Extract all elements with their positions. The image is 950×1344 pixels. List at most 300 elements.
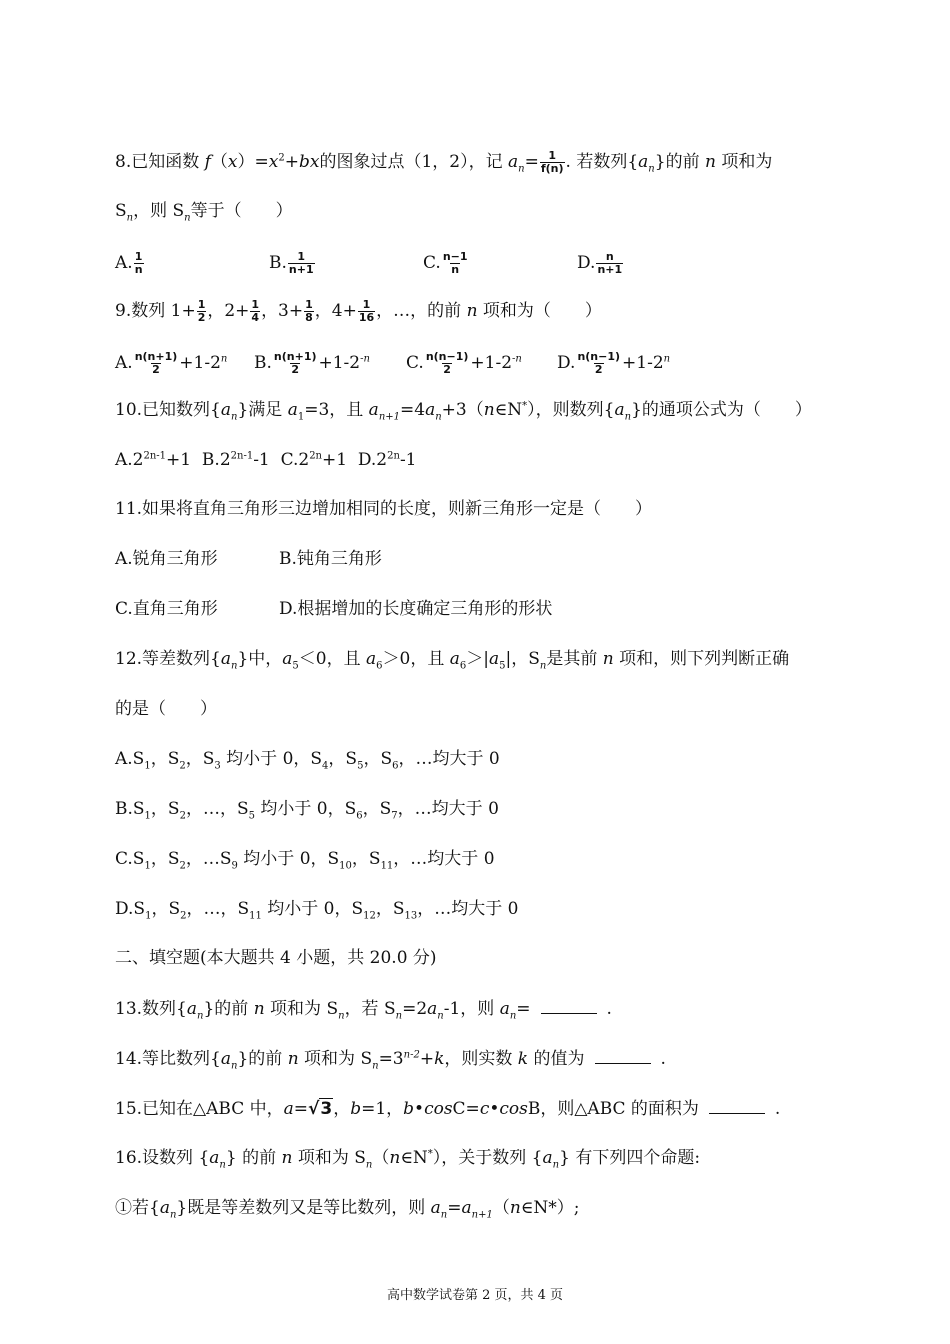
option-fraction <box>576 351 621 376</box>
option-label: C. <box>423 253 441 273</box>
q16-var: a <box>209 1148 220 1168</box>
opt-part: ，S <box>150 749 180 769</box>
q11-option-d: D.根据增加的长度确定三角形的形状 <box>279 599 553 619</box>
q10-option-d <box>358 450 417 470</box>
option-label: B.2 <box>201 450 231 470</box>
option-tail: +1-2 <box>470 353 513 373</box>
q11-option-b: B.钝角三角形 <box>279 549 382 569</box>
q8-line1 <box>115 150 890 175</box>
q10-text: =4 <box>400 400 426 420</box>
q12-sub: n <box>539 660 547 672</box>
q8-text: = <box>524 152 539 172</box>
q8-text: ）= <box>237 152 269 172</box>
opt-part: D.S <box>115 899 146 919</box>
q13-text: -1，则 <box>443 999 500 1019</box>
q12-var: a <box>366 649 377 669</box>
q11-options-cd <box>115 598 890 620</box>
q14-sup: n-2 <box>403 1049 420 1061</box>
q9-fraction <box>304 299 314 324</box>
q14-var: n <box>287 1049 299 1069</box>
q15-text: C= <box>452 1099 480 1119</box>
q12-sub: 6 <box>459 660 467 672</box>
q16-var: a <box>159 1198 170 1218</box>
frac-den: n+1 <box>597 263 623 276</box>
q12-var: a <box>489 649 500 669</box>
q11-option-c: C.直角三角形 <box>115 599 218 619</box>
q8-var: n <box>704 152 716 172</box>
q12-text: 是其前 <box>546 649 603 669</box>
opt-part: ，S <box>351 849 381 869</box>
q13-sub: n <box>395 1010 403 1022</box>
q9-text: 项和为（ ） <box>477 301 602 321</box>
q10-text: =3，且 <box>304 400 369 420</box>
opt-sub: 7 <box>391 810 398 822</box>
q8-text: S <box>115 201 127 221</box>
frac-num: n(n+1) <box>273 350 317 363</box>
opt-sub: 1 <box>145 910 152 922</box>
q8-option-c <box>423 251 577 276</box>
frac-den: 2 <box>594 363 603 376</box>
opt-sub: 11 <box>249 910 262 922</box>
option-tail: -1 <box>399 450 417 470</box>
q15-var: b <box>403 1099 415 1119</box>
opt-part: ，…均大于 0 <box>393 849 495 869</box>
page-footer: 高中数学试卷第 2 页，共 4 页 <box>386 1288 564 1303</box>
q8-text: ，则 S <box>133 201 185 221</box>
q8-text: + <box>284 152 299 172</box>
answer-blank[interactable] <box>541 997 597 1014</box>
q10-text: ），则数列{ <box>527 400 615 420</box>
q9-fraction <box>197 299 207 324</box>
q10-sub: 1 <box>297 411 305 423</box>
frac-den: n <box>451 263 460 276</box>
frac-num: n(n−1) <box>425 350 469 363</box>
frac-den: 2 <box>291 363 300 376</box>
option-label: D.2 <box>357 450 388 470</box>
opt-sub: 3 <box>214 760 221 772</box>
q8-var: x <box>268 152 279 172</box>
q12-text: }中， <box>237 649 283 669</box>
option-label: D. <box>557 353 576 373</box>
q14-sub: n <box>231 1060 238 1072</box>
frac-num: n−1 <box>442 250 468 263</box>
q12-var: a <box>449 649 460 669</box>
q8-fraction <box>540 150 565 175</box>
q13-var: a <box>499 999 510 1019</box>
frac-den: 2 <box>152 363 160 376</box>
opt-part: B.S <box>115 799 145 819</box>
q12-option-b <box>115 798 890 820</box>
opt-sub: 6 <box>392 760 399 772</box>
q11-options-ab <box>115 548 890 570</box>
q11-question: 11.如果将直角三角形三边增加相同的长度，则新三角形一定是（ ） <box>115 499 653 519</box>
q8-line2 <box>115 200 890 222</box>
q16-sub: n+1 <box>471 1209 493 1221</box>
answer-blank[interactable] <box>709 1097 765 1114</box>
q12-line1 <box>115 648 890 670</box>
opt-sub: 6 <box>356 810 363 822</box>
opt-part: ，…均大于 0 <box>417 899 519 919</box>
q13-text: 13.数列{ <box>115 999 187 1019</box>
option-label: A.2 <box>115 450 144 470</box>
q14-text: ，则实数 <box>444 1049 518 1069</box>
q13-var: a <box>186 999 197 1019</box>
q16-text: 16.设数列 { <box>115 1148 210 1168</box>
q8-sub: n <box>184 212 191 224</box>
opt-sub: 2 <box>179 860 186 872</box>
sqrt-symbol: √3 <box>308 1099 333 1119</box>
q12-option-a <box>115 748 890 770</box>
q16-text: （ <box>372 1148 390 1168</box>
frac-den: 2 <box>197 311 206 324</box>
opt-sub: 2 <box>179 810 186 822</box>
q16-text: 项和为 S <box>292 1148 366 1168</box>
q12-option-d <box>115 898 890 920</box>
frac-den: 4 <box>251 311 260 324</box>
q10-var: a <box>614 400 625 420</box>
frac-den: 8 <box>305 311 313 324</box>
frac-num: 1 <box>251 298 260 311</box>
q8-var: a <box>638 152 649 172</box>
q14-var: k <box>434 1049 445 1069</box>
opt-part: ，S <box>185 749 215 769</box>
q15-text: . <box>774 1099 781 1119</box>
opt-sub: 9 <box>231 860 238 872</box>
frac-den: 16 <box>358 311 375 324</box>
q16-text: = <box>447 1198 462 1218</box>
q16-text: }既是等差数列又是等比数列，则 <box>176 1198 431 1218</box>
q8-var: f <box>204 152 211 172</box>
option-label: B. <box>254 353 272 373</box>
opt-part: 均小于 0，S <box>220 749 323 769</box>
opt-sub: 2 <box>179 760 186 772</box>
q16-var: a <box>542 1148 553 1168</box>
option-label: A. <box>115 253 133 273</box>
q16-sub: n <box>552 1159 560 1171</box>
q8-var: bx <box>298 152 320 172</box>
opt-sub: 10 <box>339 860 352 872</box>
q13-sub: n <box>437 1010 444 1022</box>
q13-sub: n <box>197 1010 204 1022</box>
q9-fraction <box>358 299 375 324</box>
opt-sub: 12 <box>363 910 376 922</box>
q10-text: }满足 <box>237 400 288 420</box>
q10-option-a <box>115 450 191 470</box>
q8-sub: n <box>518 163 525 175</box>
opt-part: 均小于 0，S <box>261 899 364 919</box>
q10-text: }的通项公式为（ ） <box>631 400 812 420</box>
q8-sub: n <box>648 163 655 175</box>
q12-option-c <box>115 848 890 870</box>
option-exp: n <box>663 353 671 365</box>
q12-var: a <box>282 649 293 669</box>
q15-var: cos <box>424 1099 453 1119</box>
option-exp: n <box>220 353 228 365</box>
q12-sub: 6 <box>376 660 383 672</box>
opt-sub: 1 <box>144 760 151 772</box>
option-fraction <box>134 251 144 276</box>
q9-text: ，2+ <box>207 301 250 321</box>
q13-text: }的前 <box>203 999 254 1019</box>
q14-sub: n <box>372 1060 379 1072</box>
frac-den: n+1 <box>288 263 314 276</box>
opt-part: ，S <box>375 899 405 919</box>
q15-var: c <box>479 1099 490 1119</box>
q15-text: =1， <box>361 1099 404 1119</box>
sqrt-radicand: 3 <box>320 1099 333 1119</box>
opt-sub: 2 <box>180 910 187 922</box>
q14-var: k <box>517 1049 529 1069</box>
option-exp: 2n <box>387 450 400 462</box>
q10-line1 <box>115 399 890 421</box>
opt-part: ，S <box>151 899 181 919</box>
option-tail: +1-2 <box>622 353 664 373</box>
q14-text: }的前 <box>237 1049 288 1069</box>
q9-fraction <box>250 299 260 324</box>
q9-line1 <box>115 299 890 324</box>
option-exp: -n <box>512 353 522 365</box>
q9-text: ，4+ <box>314 301 357 321</box>
q16-text: ∈N*）; <box>520 1198 580 1218</box>
q10-option-b <box>202 450 270 470</box>
section-heading: 二、填空题(本大题共 4 小题，共 20.0 分) <box>115 948 437 968</box>
q16-var: a <box>430 1198 441 1218</box>
q10-var: n <box>483 400 495 420</box>
q15-text: ， <box>333 1099 351 1119</box>
q9-option-a <box>115 351 254 376</box>
opt-part: A.S <box>115 749 145 769</box>
q12-var: a <box>220 649 231 669</box>
q13-text: = <box>516 999 531 1019</box>
frac-num: 1 <box>297 250 306 263</box>
option-label: B. <box>269 253 287 273</box>
q8-option-a <box>115 251 269 276</box>
opt-sub: 5 <box>248 810 255 822</box>
q14-text: . <box>660 1049 666 1069</box>
q8-text: （ <box>210 152 228 172</box>
q14-text: 的值为 <box>528 1049 585 1069</box>
q16-text: （ <box>492 1198 510 1218</box>
q12-var: n <box>602 649 614 669</box>
q16-var: a <box>461 1198 472 1218</box>
option-exp: -n <box>360 353 370 365</box>
q15-text: • <box>489 1099 500 1119</box>
option-tail: +1 <box>322 450 348 470</box>
q16-sub: n <box>365 1159 373 1171</box>
q13-text: ，若 S <box>344 999 396 1019</box>
q8-frac-den: f(n) <box>540 162 564 175</box>
opt-sub: 1 <box>144 860 151 872</box>
q16-text: } 的前 <box>225 1148 282 1168</box>
q10-sup: * <box>522 400 528 412</box>
q9-var: n <box>466 301 478 321</box>
q12-sub: n <box>231 660 238 672</box>
option-fraction <box>425 351 470 376</box>
q8-frac-num: 1 <box>548 149 557 162</box>
q10-text: 10.已知数列{ <box>115 400 221 420</box>
frac-num: 1 <box>197 298 206 311</box>
q10-sub: n+1 <box>378 411 400 423</box>
frac-num: 1 <box>305 298 313 311</box>
q16-text: ），关于数列 { <box>432 1148 543 1168</box>
q10-sub: n <box>231 411 238 423</box>
option-fraction <box>134 351 179 376</box>
option-exp: 2n-1 <box>143 450 167 462</box>
q8-text: }的前 <box>654 152 705 172</box>
opt-sub: 1 <box>144 810 151 822</box>
q9-option-b <box>254 351 406 376</box>
q16-text: ①若{ <box>115 1198 160 1218</box>
option-tail: +1-2 <box>179 353 221 373</box>
q13-text: . <box>606 999 612 1019</box>
q8-text: . 若数列{ <box>565 152 639 172</box>
q9-options <box>115 351 890 376</box>
q15-var: a <box>283 1099 294 1119</box>
opt-sub: 4 <box>322 760 329 772</box>
option-fraction <box>596 251 623 276</box>
option-fraction <box>442 251 469 276</box>
q9-option-d <box>557 351 670 376</box>
q8-sup: 2 <box>278 152 285 164</box>
opt-part: ，S <box>363 749 393 769</box>
q16-var: n <box>281 1148 293 1168</box>
frac-num: n(n−1) <box>577 350 621 363</box>
frac-num: n(n+1) <box>134 350 178 363</box>
option-fraction <box>288 251 315 276</box>
q8-option-b <box>269 251 423 276</box>
q15-text: 15.已知在△ABC 中， <box>115 1099 284 1119</box>
q10-var: a <box>287 400 298 420</box>
option-label: C. <box>406 353 424 373</box>
opt-part: ，…S <box>185 849 232 869</box>
option-label: A. <box>115 353 133 373</box>
q13-question <box>115 997 890 1020</box>
frac-den: n <box>134 263 143 276</box>
opt-part: ，S <box>328 749 358 769</box>
option-tail: +1-2 <box>318 353 361 373</box>
q12-text: 12.等差数列{ <box>115 649 221 669</box>
frac-num: 1 <box>362 298 371 311</box>
q16-sub: n <box>169 1209 177 1221</box>
q13-sub: n <box>338 1010 345 1022</box>
opt-sub: 11 <box>380 860 394 872</box>
opt-part: ，S <box>150 799 180 819</box>
q10-var: a <box>368 400 379 420</box>
q9-option-c <box>406 351 557 376</box>
q14-text: 14.等比数列{ <box>115 1049 221 1069</box>
q10-option-c <box>281 450 348 470</box>
q16-text: ∈N <box>400 1148 428 1168</box>
option-exp: 2n-1 <box>230 450 254 462</box>
answer-blank[interactable] <box>595 1047 651 1064</box>
q16-question <box>115 1147 890 1169</box>
q13-var: a <box>427 999 438 1019</box>
q15-text: = <box>293 1099 308 1119</box>
q14-var: a <box>220 1049 231 1069</box>
q8-text: 项和为 <box>715 152 773 172</box>
opt-part: ，…，S <box>186 899 250 919</box>
q9-text: ，…，的前 <box>376 301 467 321</box>
q11-option-a: A.锐角三角形 <box>115 549 218 569</box>
opt-part: ，S <box>362 799 392 819</box>
q8-var: a <box>508 152 519 172</box>
q8-options <box>115 251 890 276</box>
q12-text: ＞0，且 <box>382 649 450 669</box>
option-label: C.2 <box>280 450 310 470</box>
q10-sub: n <box>624 411 632 423</box>
q16-text: } 有下列四个命题: <box>559 1148 701 1168</box>
q16-sub: n <box>219 1159 226 1171</box>
frac-num: n <box>605 250 614 263</box>
opt-part: C.S <box>115 849 145 869</box>
q12-sub: 5 <box>292 660 299 672</box>
opt-part: 均小于 0，S <box>237 849 340 869</box>
q15-text: • <box>414 1099 425 1119</box>
q16-sub: n <box>440 1209 448 1221</box>
q10-var: a <box>425 400 436 420</box>
q8-text: 的图象过点（1，2），记 <box>319 152 509 172</box>
q12-text: |，S <box>505 649 540 669</box>
q13-text: 项和为 S <box>264 999 339 1019</box>
q9-text: ，3+ <box>261 301 304 321</box>
q16-sup: * <box>427 1148 433 1160</box>
opt-part: ，…均大于 0 <box>398 749 500 769</box>
q12-line2: 的是（ ） <box>115 699 217 719</box>
q16-var: n <box>389 1148 401 1168</box>
q8-option-d <box>577 251 624 276</box>
frac-den: 2 <box>443 363 451 376</box>
opt-part: 均小于 0，S <box>254 799 357 819</box>
q12-text: ＞| <box>466 649 490 669</box>
q10-sub: n <box>435 411 442 423</box>
q10-var: a <box>220 400 231 420</box>
q14-text: =3 <box>378 1049 404 1069</box>
q16-var: n <box>509 1198 521 1218</box>
q13-text: =2 <box>402 999 428 1019</box>
q14-question <box>115 1047 890 1070</box>
q10-options <box>115 449 890 471</box>
q14-text: 项和为 S <box>298 1049 373 1069</box>
opt-part: ，…，S <box>185 799 249 819</box>
q12-text: ＜0，且 <box>298 649 367 669</box>
q8-text: 8.已知函数 <box>115 152 205 172</box>
option-fraction <box>273 351 318 376</box>
q10-text: ∈N <box>494 400 523 420</box>
q15-text: B，则△ABC 的面积为 <box>527 1099 699 1119</box>
q15-var: b <box>350 1099 362 1119</box>
q12-sub: 5 <box>499 660 506 672</box>
option-tail: -1 <box>253 450 270 470</box>
option-tail: +1 <box>166 450 192 470</box>
frac-num: 1 <box>134 250 143 263</box>
option-exp: 2n <box>309 450 322 462</box>
q15-var: cos <box>499 1099 528 1119</box>
q13-var: n <box>253 999 265 1019</box>
opt-sub: 5 <box>357 760 364 772</box>
q12-text: 项和，则下列判断正确 <box>613 649 790 669</box>
opt-part: ，…均大于 0 <box>397 799 499 819</box>
q13-sub: n <box>509 1010 517 1022</box>
q10-text: +3（ <box>441 400 484 420</box>
opt-part: ，S <box>150 849 180 869</box>
q8-var: x <box>227 152 238 172</box>
q8-sub: n <box>126 212 134 224</box>
q14-text: + <box>419 1049 435 1069</box>
q9-text: 9.数列 1+ <box>115 301 196 321</box>
option-label: D. <box>577 253 596 273</box>
q15-question <box>115 1097 890 1120</box>
q8-text: 等于（ ） <box>190 201 293 221</box>
